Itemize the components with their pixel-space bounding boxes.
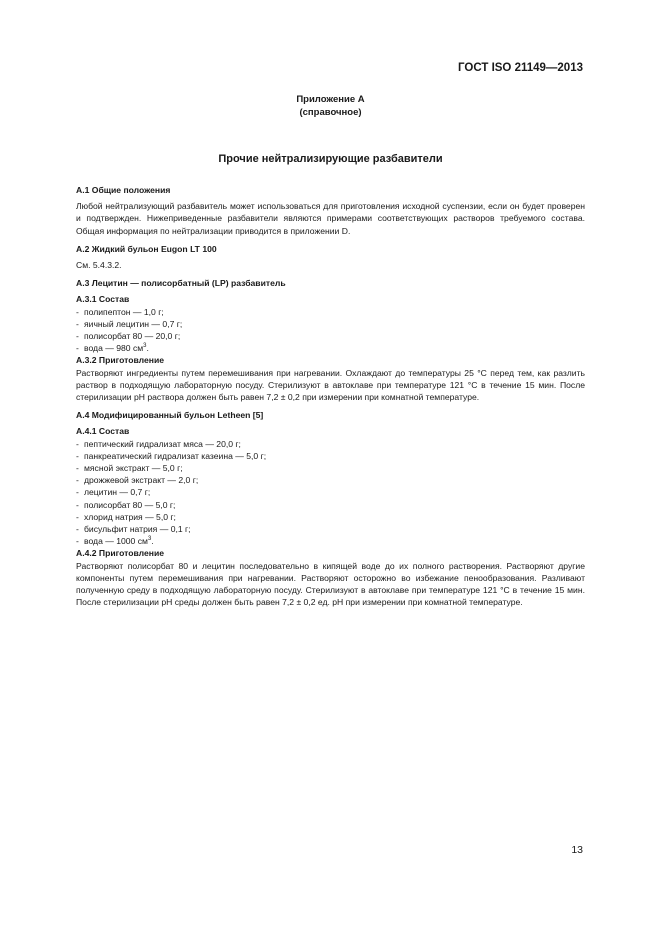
section-a42-text: Растворяют полисорбат 80 и лецитин последовательно в кипящей воде до их полного растворения. Растворяют другие компоненты путем перемешивания при нагревании. Растворяют осторожно во избежание пенообразования. Разливают полученную среду в подходящую лабораторную посуду. Стерилизуют в автоклаве при температуре 121 °С в течение 15 мин. После стерилизации pH среды должен быть равен 7,2 ± 0,2 ед. pH при измерении при комнатной температуре. [76, 560, 585, 608]
annex-title: Приложение А [296, 94, 365, 105]
list-item: - дрожжевой экстракт — 2,0 г; [76, 475, 199, 486]
list-item: - яичный лецитин — 0,7 г; [76, 318, 183, 329]
a3-composition-list [76, 306, 585, 355]
list-item: - полипептон — 1,0 г; [76, 306, 164, 317]
annex-subtitle: (справочное) [299, 107, 362, 118]
list-item: - полисорбат 80 — 20,0 г; [76, 331, 181, 342]
list-item: - лецитин — 0,7 г; [76, 487, 151, 498]
list-item: - вода — 980 $см^3$. [76, 343, 149, 354]
document-body [76, 184, 585, 609]
list-item: - мясной экстракт — 5,0 г; [76, 463, 183, 474]
section-a2-text: См. 5.4.3.2. [76, 260, 122, 271]
section-a4-heading: А.4 Модифицированный бульон Letheen [5] [76, 410, 264, 421]
document-code: ГОСТ ISO 21149—2013 [458, 62, 583, 74]
list-item: - панкреатический гидрализат казеина — 5,0 г; [76, 450, 267, 461]
annex-heading [0, 93, 661, 119]
section-a31-heading: А.3.1 Состав [76, 294, 130, 305]
a4-composition-list [76, 438, 585, 548]
page-number: 13 [571, 844, 583, 856]
section-a2-heading: А.2 Жидкий бульон Eugon LT 100 [76, 243, 217, 254]
list-item: - хлорид натрия — 5,0 г; [76, 511, 176, 522]
section-a41-heading: А.4.1 Состав [76, 426, 130, 437]
section-a42-heading: А.4.2 Приготовление [76, 548, 165, 559]
main-title: Прочие нейтрализирующие разбавители [218, 153, 443, 165]
section-a1-heading: А.1 Общие положения [76, 185, 171, 195]
section-a3-heading: А.3 Лецитин — полисорбатный (LP) разбавитель [76, 278, 286, 289]
list-item: - пептический гидрализат мяса — 20,0 г; [76, 438, 241, 449]
list-item: - полисорбат 80 — 5,0 г; [76, 499, 176, 510]
section-a32-heading: А.3.2 Приготовление [76, 355, 165, 366]
section-a1-text: Любой нейтрализующий разбавитель может использоваться для приготовления исходной суспензии, если он будет проверен и подтвержден. Нижеприведенные разбавители являются примерами соответствующих растворов требуемого состава. Общая информация по нейтрализации приводится в приложении D. [76, 201, 585, 236]
section-a32-text: Растворяют ингредиенты путем перемешивания при нагревании. Охлаждают до температуры 25 °С перед тем, как разлить раствор в подходящую лабораторную посуду. Стерилизуют в автоклаве при температуре 121 °С в течение 15 мин. После стерилизации pH раствора должен быть равен 7,2 ± 0,2 при измерении при комнатной температуре. [76, 367, 585, 403]
list-item: - вода — 1000 $см^3$. [76, 536, 154, 547]
list-item: - бисульфит натрия — 0,1 г; [76, 524, 191, 535]
